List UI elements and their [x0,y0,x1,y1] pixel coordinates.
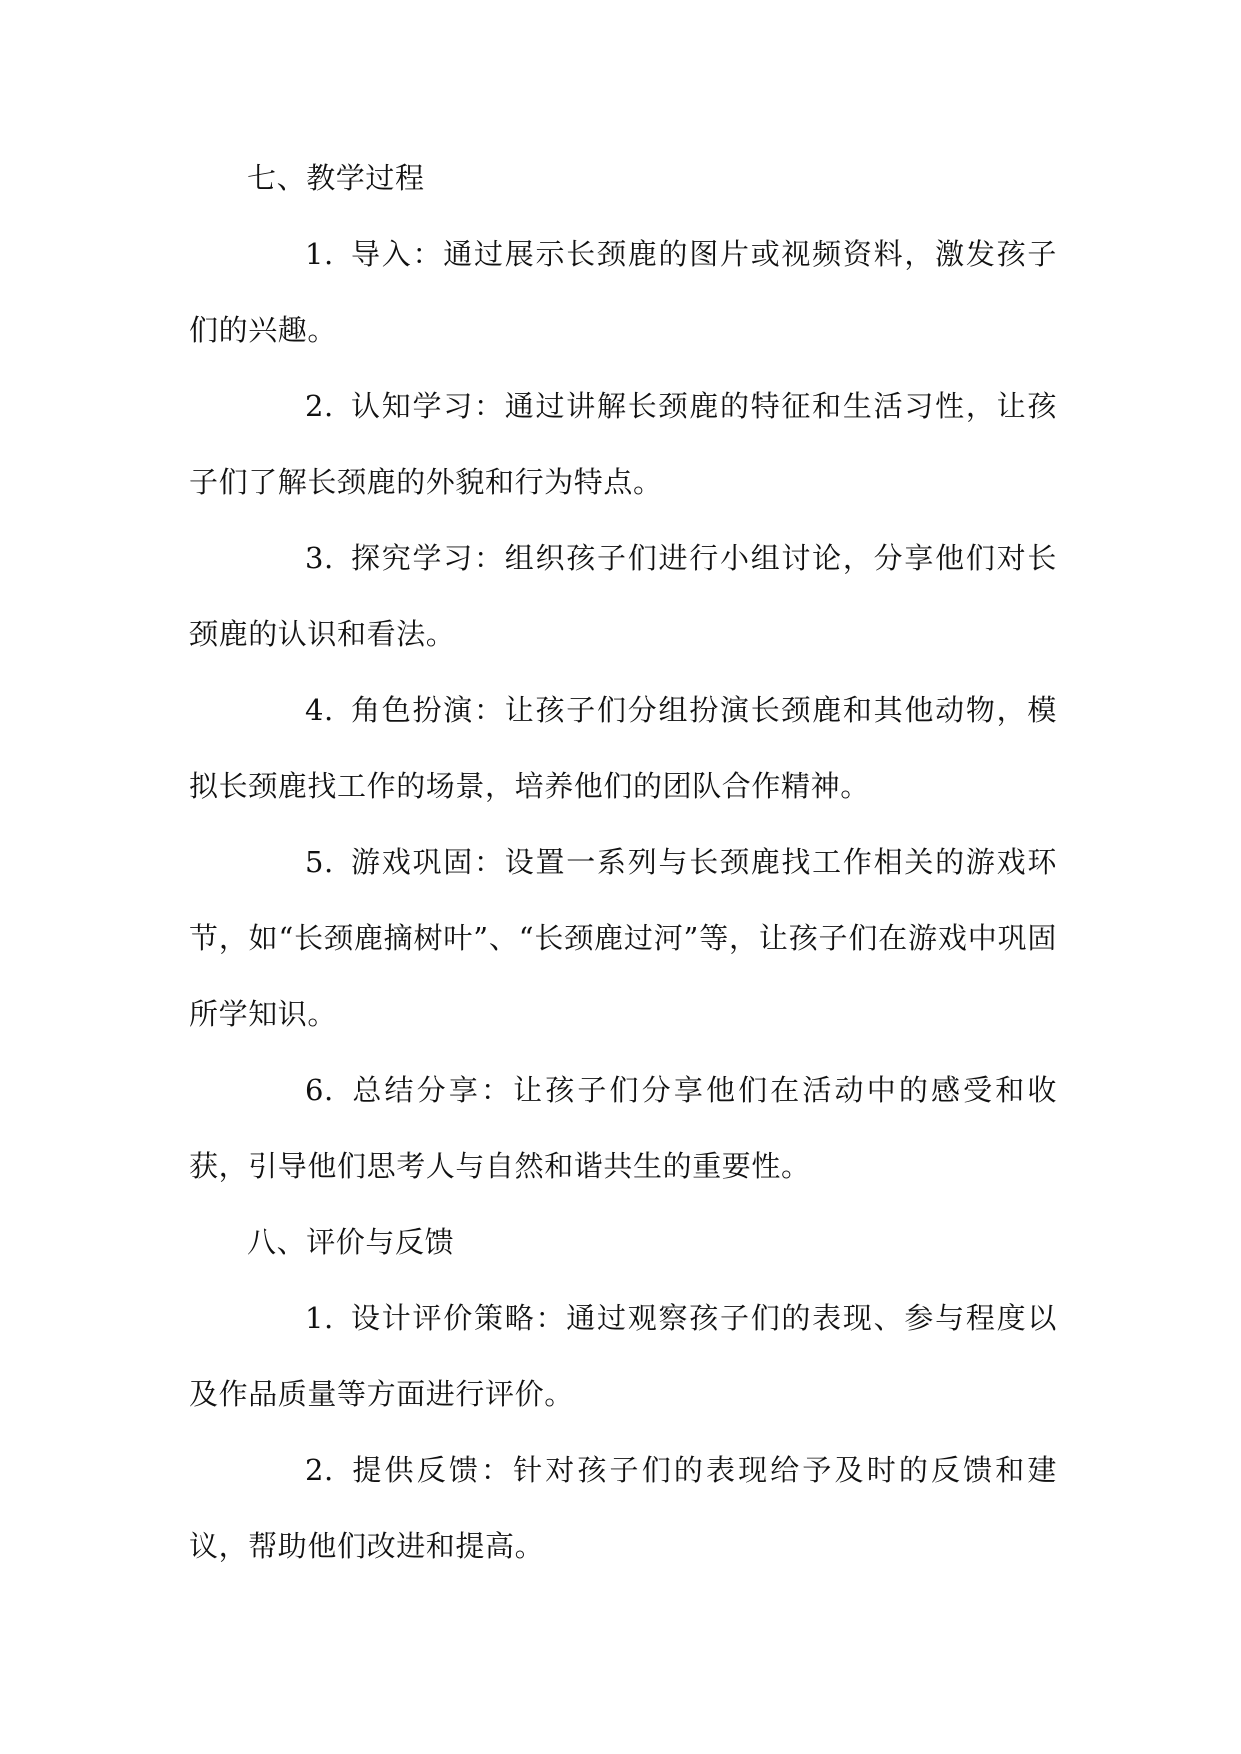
list-item-text: 总结分享：让孩子们分享他们在活动中的感受和收获，引导他们思考人与自然和谐共生的重要性。 [189,1073,1057,1183]
list-item-number: 1. [305,237,334,271]
list-item-text: 导入：通过展示长颈鹿的图片或视频资料，激发孩子们的兴趣。 [189,237,1057,347]
list-item-text: 角色扮演：让孩子们分组扮演长颈鹿和其他动物，模拟长颈鹿找工作的场景，培养他们的团队合作精神。 [189,693,1057,803]
list-item [189,368,1057,520]
list-item-number: 4. [305,693,334,727]
list-item-number: 5. [305,845,334,879]
list-item [189,216,1057,368]
list-item-number: 2. [305,1453,334,1487]
list-item [189,672,1057,824]
list-item-number: 6. [305,1073,334,1107]
list-item-number: 2. [305,389,334,423]
list-item [189,520,1057,672]
list-item [189,1280,1057,1432]
list-item-text: 游戏巩固：设置一系列与长颈鹿找工作相关的游戏环节，如“长颈鹿摘树叶”、“长颈鹿过河”等，让孩子们在游戏中巩固所学知识。 [189,845,1057,1031]
list-item-text: 设计评价策略：通过观察孩子们的表现、参与程度以及作品质量等方面进行评价。 [189,1301,1057,1411]
section-heading: 八、评价与反馈 [247,1225,455,1259]
list-item-number: 3. [305,541,334,575]
list-item [189,1052,1057,1204]
section-heading: 七、教学过程 [247,161,425,195]
list-item-number: 1. [305,1301,334,1335]
list-item-text: 认知学习：通过讲解长颈鹿的特征和生活习性，让孩子们了解长颈鹿的外貌和行为特点。 [189,389,1057,499]
list-item [189,824,1057,1052]
document-body [189,140,1057,1584]
list-item-text: 提供反馈：针对孩子们的表现给予及时的反馈和建议，帮助他们改进和提高。 [189,1453,1057,1563]
list-item-text: 探究学习：组织孩子们进行小组讨论，分享他们对长颈鹿的认识和看法。 [189,541,1057,651]
list-item [189,1432,1057,1584]
